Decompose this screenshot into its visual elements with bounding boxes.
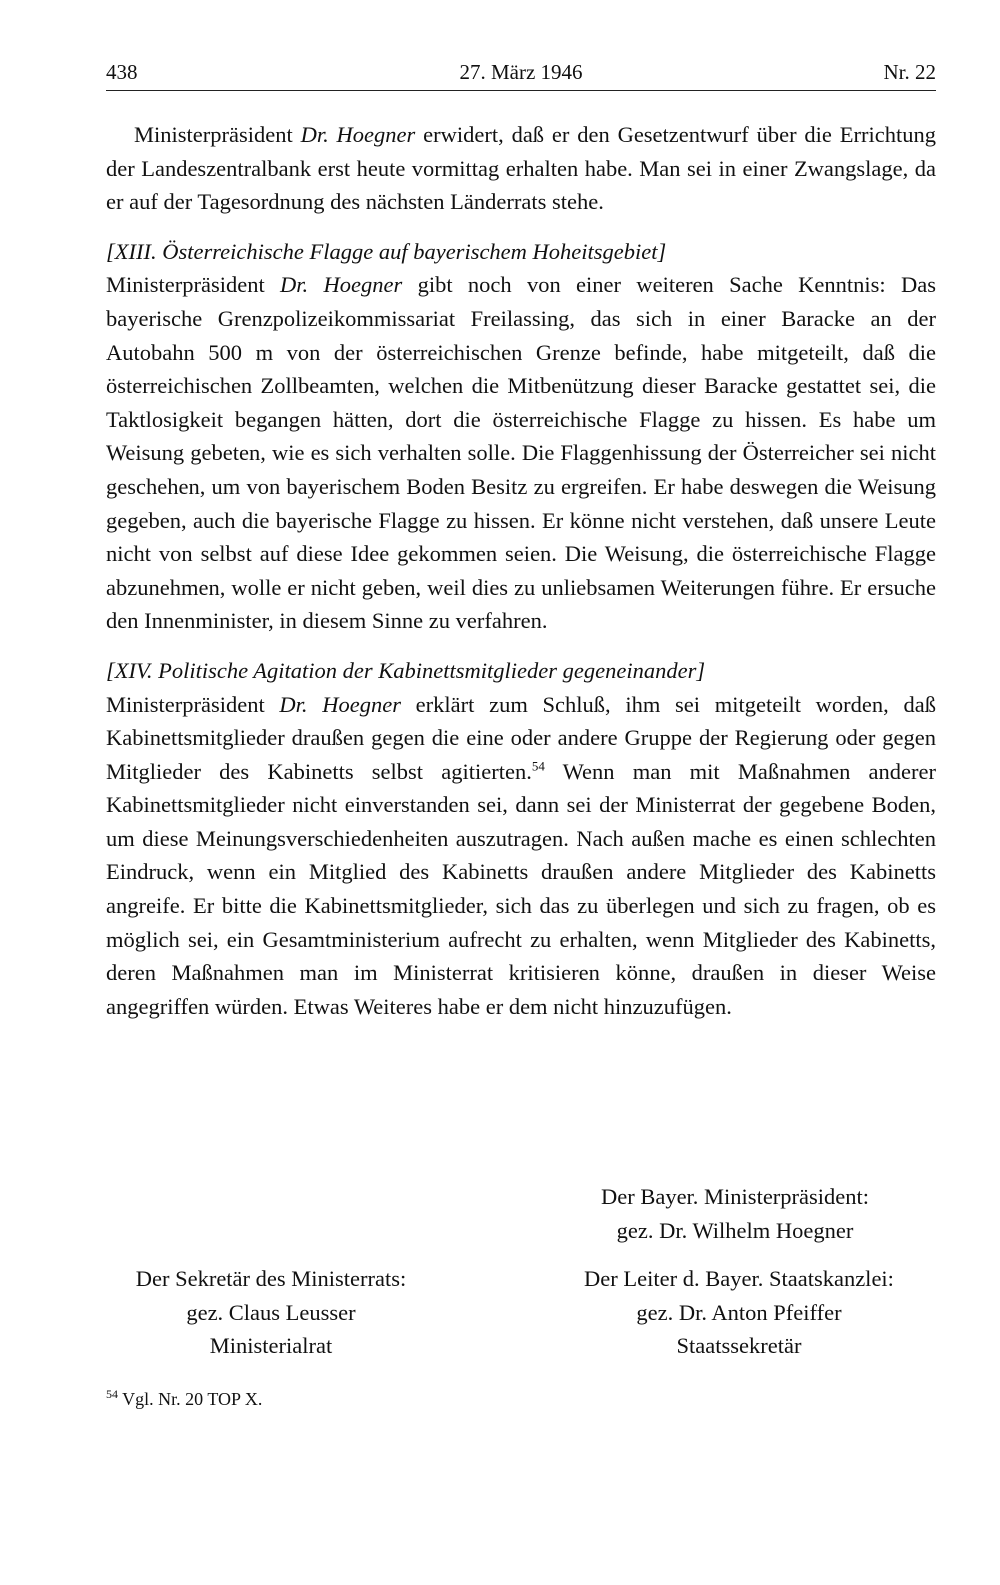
paragraph-text: gibt noch von einer weiteren Sache Kenntnis: Das bayerische Grenzpolizeikommissariat Freilassing, das sich in einer Baracke an der Autobahn 500 m von der österreichischen Grenze befinde, habe mitgeteilt, daß die österreichischen Zollbeamten, welchen die Mitbenützung dieser Baracke gestattet sei, die Taktlosigkeit begangen hätten, dort die österreichische Flagge zu hissen. Es habe um Weisung gebeten, wie es sich verhalten solle. Die Flaggenhissung der Österreicher sei nicht geschehen, um von bayerischem Boden Besitz zu ergreifen. Er habe deswegen die Weisung gegeben, auch die bayerische Flagge zu hissen. Er könne nicht verstehen, daß unsere Leute nicht von selbst auf diese Idee gekommen seien. Die Weisung, die österreichische Flagge abzunehmen, wolle er nicht geben, weil dies zu unliebsamen Weiterungen führe. Er ersuche den Innenminister, in diesem Sinne zu verfahren. bbox=[106, 272, 936, 634]
signature-name: gez. Dr. Wilhelm Hoegner bbox=[616, 1217, 854, 1243]
speaker-name: Dr. Hoegner bbox=[280, 272, 403, 298]
signature-name: gez. Claus Leusser bbox=[186, 1299, 356, 1325]
signature-minister-president bbox=[575, 1180, 895, 1247]
speaker-name: Dr. Hoegner bbox=[300, 122, 416, 147]
body-text bbox=[106, 118, 936, 1023]
section-heading-xiv: [XIV. Politische Agitation der Kabinettsmitglieder gegeneinander] bbox=[106, 657, 706, 683]
signature-title: Der Sekretär des Ministerrats: bbox=[135, 1266, 407, 1291]
footnote-text: Vgl. Nr. 20 TOP X. bbox=[118, 1389, 263, 1409]
signature-secretary bbox=[106, 1262, 436, 1363]
footnote-reference[interactable]: 54 bbox=[531, 758, 545, 774]
footnote-number: 54 bbox=[106, 1387, 118, 1401]
paragraph-text: Ministerpräsident bbox=[134, 122, 301, 147]
signature-title: Der Bayer. Ministerpräsident: bbox=[600, 1184, 870, 1209]
speaker-name: Dr. Hoegner bbox=[279, 691, 401, 717]
paragraph-text: erklärt zum Schluß, ihm sei mitgeteilt worden, daß Kabinettsmitglieder draußen gegen die eine oder andere Gruppe der Regierung oder gegen Mitglieder des Kabinetts selbst agitierten. bbox=[106, 691, 936, 784]
page-header bbox=[106, 60, 936, 91]
signature-title: Der Leiter d. Bayer. Staatskanzlei: bbox=[584, 1266, 894, 1291]
paragraph-landeszentralbank bbox=[106, 118, 936, 219]
paragraph-text: Ministerpräsident bbox=[106, 272, 281, 298]
paragraph-text: Wenn man mit Maßnahmen anderer Kabinettsmitglieder nicht einverstanden sei, dann sei der Ministerrat der gegebene Boden, um diese Meinungsverschiedenheiten auszutragen. Nach außen mache es einen schlechten Eindruck, wenn ein Mitglied des Kabinetts draußen andere Mitglieder des Kabinetts angreife. Er bitte die Kabinettsmitglieder, sich das zu überlegen und sich zu fragen, ob es möglich sei, ein Gesamtministerium aufrecht zu erhalten, wenn Mitglieder des Kabinetts, deren Maßnahmen man im Ministerrat kritisieren könne, draußen in dieser Weise angegriffen würden. Etwas Weiteres habe er dem nicht hinzuzufügen. bbox=[106, 758, 936, 1019]
paragraph-text: Ministerpräsident bbox=[106, 691, 280, 717]
footnote-54 bbox=[106, 1387, 262, 1411]
page-number: 438 bbox=[106, 60, 138, 84]
signature-rank: Ministerialrat bbox=[209, 1333, 333, 1359]
signature-name: gez. Dr. Anton Pfeiffer bbox=[636, 1299, 842, 1325]
header-date: 27. März 1946 bbox=[459, 60, 583, 84]
paragraph-agitation bbox=[106, 688, 936, 1024]
signature-chancellery bbox=[553, 1262, 925, 1363]
paragraph-flagge bbox=[106, 268, 936, 638]
paragraph-text: erwidert, daß er den Gesetzentwurf über die Errichtung der Landeszentralbank erst heute vormittag erhalten habe. Man sei in einer Zwangslage, da er auf der Tagesordnung des nächsten Länderrats stehe. bbox=[106, 122, 936, 215]
signature-rank: Staatssekretär bbox=[676, 1333, 802, 1359]
issue-number: Nr. 22 bbox=[883, 60, 936, 84]
section-heading-xiii: [XIII. Österreichische Flagge auf bayerischem Hoheitsgebiet] bbox=[106, 238, 667, 264]
